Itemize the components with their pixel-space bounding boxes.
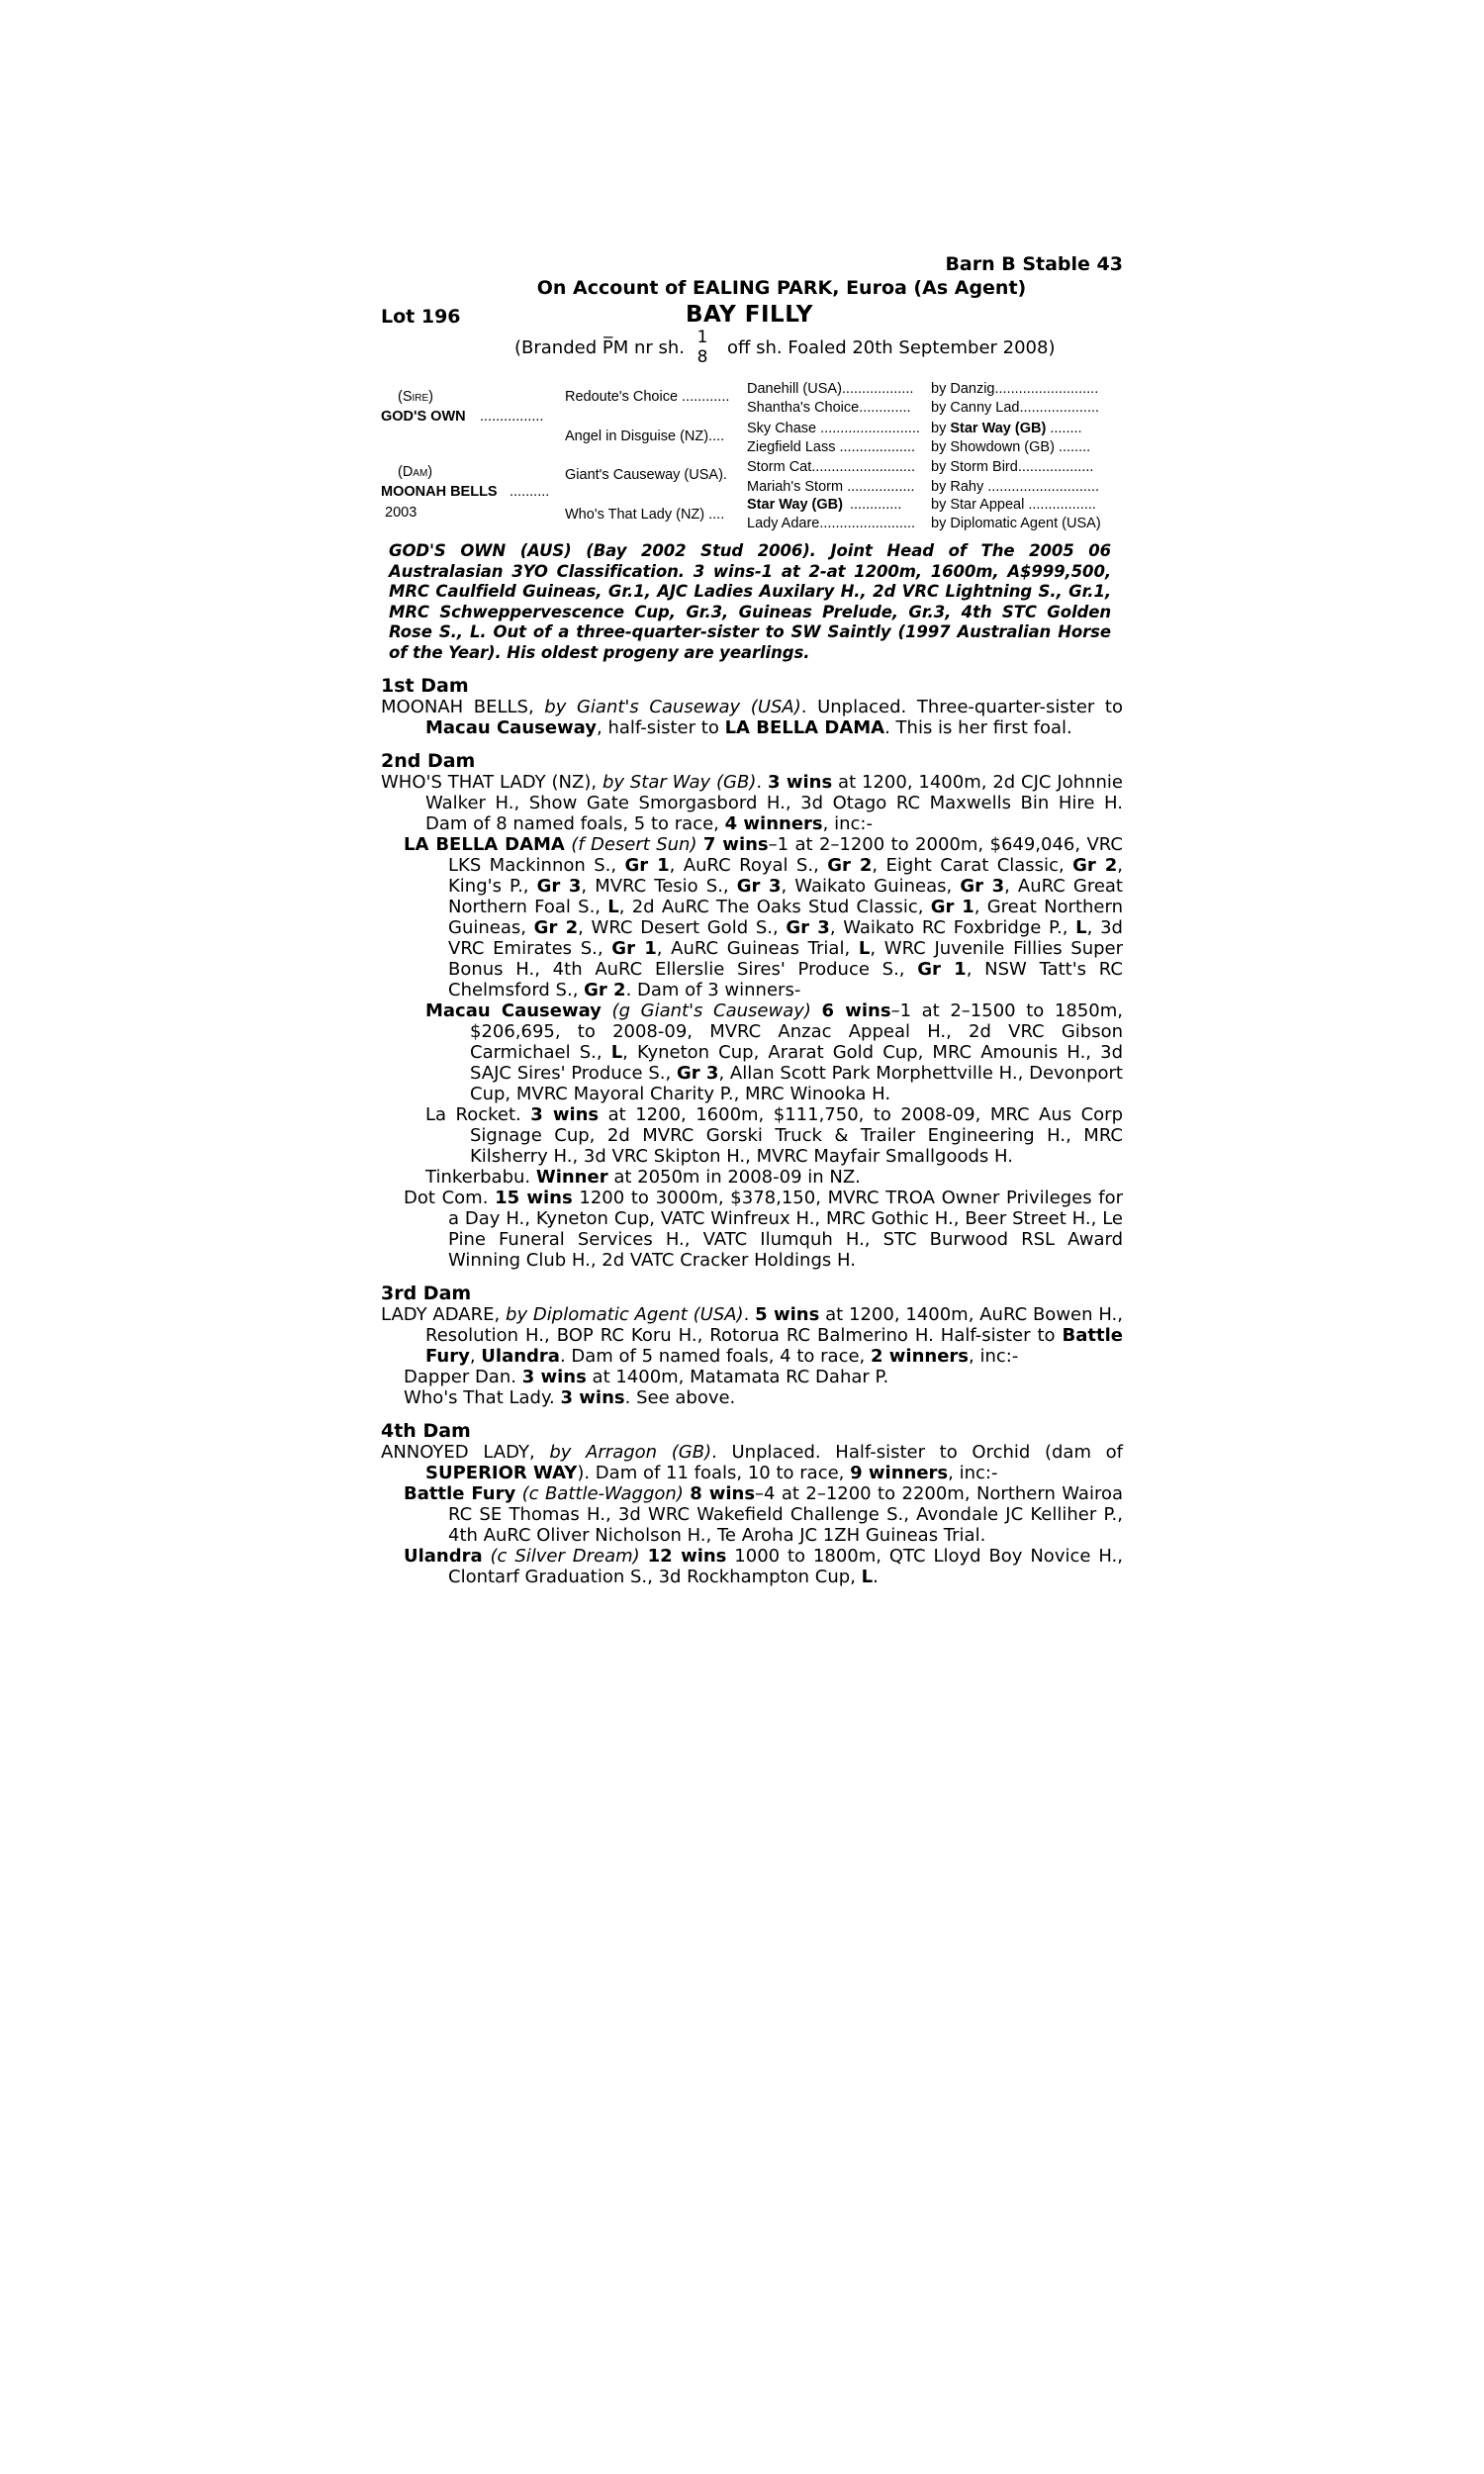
dam4-paragraph: ANNOYED LADY, by Arragon (GB). Unplaced. Half-sister to Orchid (dam of SUPERIOR WAY). Dam of 11 foals, 10 to race, 9 winners, inc:- (381, 1442, 1124, 1483)
vendor-account: On Account of EALING PARK, Euroa (As Agent) (536, 277, 1027, 299)
barn-stable: Barn B Stable 43 (945, 253, 1123, 275)
section-3rd-dam: 3rd Dam (381, 1283, 472, 1304)
section-1st-dam: 1st Dam (381, 675, 469, 697)
ped-g4-6: by Rahy ............................ (931, 479, 1100, 495)
battle-fury-entry: Battle Fury (c Battle-Waggon) 8 wins–4 at 2–1200 to 2200m, Northern Wairoa RC SE Thomas H., 3d WRC Wakefield Challenge S., Avondale JC Kelliher P., 4th AuRC Oliver Nicholson H., Te Aroha JC 1ZH Guineas Trial. (404, 1483, 1123, 1546)
ped-g2-2: Angel in Disguise (NZ).... (565, 428, 725, 444)
ped-g4-3b: Star Way (GB) (950, 421, 1047, 436)
ped-g4-2: by Canny Lad.................... (931, 400, 1100, 416)
catalogue-page (381, 252, 1123, 1587)
ped-g4-3c: ........ (1046, 421, 1082, 436)
ped-g3-4: Ziegfield Lass ................... (747, 439, 916, 455)
ped-g3-5: Storm Cat.......................... (747, 459, 916, 475)
ped-g4-1: by Danzig.......................... (931, 381, 1099, 397)
sire-name: GOD'S OWN (381, 409, 466, 425)
brand-line (381, 328, 1123, 369)
pedigree-table (381, 369, 1123, 537)
section-2nd-dam: 2nd Dam (381, 750, 476, 772)
dot-com-entry: Dot Com. 15 wins 1200 to 3000m, $378,150, MVRC TROA Owner Privileges for a Day H., Kyneton Cup, VATC Winfreux H., MRC Gothic H., Beer Street H., Le Pine Funeral Services H., VATC Ilumquh H., STC Burwood RSL Award Winning Club H., 2d VATC Cracker Holdings H. (404, 1188, 1123, 1271)
ped-g3-7-dots: ............. (850, 497, 902, 513)
brand-text-pre: (Branded P̅M nr sh. (514, 337, 686, 358)
ped-g2-3: Giant's Causeway (USA). (565, 467, 727, 483)
lot-number: Lot 196 (381, 306, 461, 328)
brand-text-post: off sh. Foaled 20th September 2008) (727, 337, 1056, 358)
sire-label: (Sire) (398, 389, 433, 405)
ped-g3-3: Sky Chase ......................... (747, 421, 920, 436)
dam-dots: .......... (510, 484, 550, 500)
ped-g4-4: by Showdown (GB) ........ (931, 439, 1091, 455)
brand-fraction (696, 328, 709, 367)
whos-that-lady-entry: Who's That Lady. 3 wins. See above. (404, 1387, 736, 1408)
dam3-paragraph: LADY ADARE, by Diplomatic Agent (USA). 5 wins at 1200, 1400m, AuRC Bowen H., Resolution H., BOP RC Koru H., Rotorua RC Balmerino H. Half-sister to Battle Fury, Ulandra. Dam of 5 named foals, 4 to race, 2 winners, inc:- (381, 1304, 1123, 1367)
ped-g3-8: Lady Adare........................ (747, 516, 916, 531)
la-bella-dama-entry: LA BELLA DAMA (f Desert Sun) 7 wins–1 at 2–1200 to 2000m, $649,046, VRC LKS Mackinnon S., Gr 1, AuRC Royal S., Gr 2, Eight Carat Classic, Gr 2, King's P., Gr 3, MVRC Tesio S., Gr 3, Waikato Guineas, Gr 3, AuRC Great Northern Foal S., L, 2d AuRC The Oaks Stud Classic, Gr 1, Great Northern Guineas, Gr 2, WRC Desert Gold S., Gr 3, Waikato RC Foxbridge P., L, 3d VRC Emirates S., Gr 1, AuRC Guineas Trial, L, WRC Juvenile Fillies Super Bonus H., 4th AuRC Ellerslie Sires' Produce S., Gr 1, NSW Tatt's RC Chelmsford S., Gr 2. Dam of 3 winners- (404, 834, 1123, 1000)
dam-label: (Dam) (398, 464, 433, 480)
ped-g3-6: Mariah's Storm ................. (747, 479, 915, 495)
ped-g4-3 (931, 421, 1082, 436)
lot-title: BAY FILLY (686, 302, 813, 328)
ped-g3-1: Danehill (USA).................. (747, 381, 914, 397)
fraction-numerator: 1 (696, 328, 708, 347)
fraction-denominator: 8 (696, 347, 708, 367)
macau-causeway-entry: Macau Causeway (g Giant's Causeway) 6 wins–1 at 2–1500 to 1850m, $206,695, to 2008-09, MVRC Anzac Appeal H., 2d VRC Gibson Carmichael S., L, Kyneton Cup, Ararat Gold Cup, MRC Amounis H., 3d SAJC Sires' Produce S., Gr 3, Allan Scott Park Morphettville H., Devonport Cup, MVRC Mayoral Charity P., MRC Winooka H. (425, 1000, 1123, 1104)
ped-g3-7: Star Way (GB) (747, 497, 843, 513)
ped-g4-7: by Star Appeal ................. (931, 497, 1096, 513)
dam1-paragraph: MOONAH BELLS, by Giant's Causeway (USA). Unplaced. Three-quarter-sister to Macau Causeway, half-sister to LA BELLA DAMA. This is her first foal. (381, 697, 1123, 738)
dam2-paragraph: WHO'S THAT LADY (NZ), by Star Way (GB). 3 wins at 1200, 1400m, 2d CJC Johnnie Walker H., Show Gate Smorgasbord H., 3d Otago RC Maxwells Bin Hire H. Dam of 8 named foals, 5 to race, 4 winners, inc:- (381, 772, 1123, 834)
ped-g3-2: Shantha's Choice............. (747, 400, 911, 416)
section-4th-dam: 4th Dam (381, 1420, 471, 1442)
sire-dots: ................ (480, 409, 544, 425)
tinkerbabu-entry: Tinkerbabu. Winner at 2050m in 2008-09 in NZ. (425, 1167, 861, 1188)
dam-name: MOONAH BELLS (381, 484, 498, 500)
ped-g4-5: by Storm Bird................... (931, 459, 1094, 475)
dapper-dan-entry: Dapper Dan. 3 wins at 1400m, Matamata RC Dahar P. (404, 1367, 889, 1387)
ped-g2-1: Redoute's Choice ............ (565, 389, 730, 405)
ped-g4-8: by Diplomatic Agent (USA) (931, 516, 1101, 531)
ped-g2-4: Who's That Lady (NZ) .... (565, 507, 725, 523)
la-rocket-entry: La Rocket. 3 wins at 1200, 1600m, $111,750, to 2008-09, MRC Aus Corp Signage Cup, 2d MVRC Gorski Truck & Trailer Engineering H., MRC Kilsherry H., 3d VRC Skipton H., MVRC Mayfair Smallgoods H. (425, 1104, 1123, 1167)
sire-summary: GOD'S OWN (AUS) (Bay 2002 Stud 2006). Joint Head of The 2005 06 Australasian 3YO Classification. 3 wins-1 at 2-at 1200m, 1600m, A$999,500, MRC Caulfield Guineas, Gr.1, AJC Ladies Auxilary H., 2d VRC Lightning S., Gr.1, MRC Schweppervescence Cup, Gr.3, Guineas Prelude, Gr.3, 4th STC Golden Rose S., L. Out of a three-quarter-sister to SW Saintly (1997 Australian Horse of the Year). His oldest progeny are yearlings. (389, 541, 1111, 662)
ulandra-entry: Ulandra (c Silver Dream) 12 wins 1000 to 1800m, QTC Lloyd Boy Novice H., Clontarf Graduation S., 3d Rockhampton Cup, L. (404, 1546, 1123, 1587)
lot-row (381, 302, 1123, 332)
dam-year: 2003 (385, 505, 417, 521)
ped-g4-3a: by (931, 421, 951, 436)
